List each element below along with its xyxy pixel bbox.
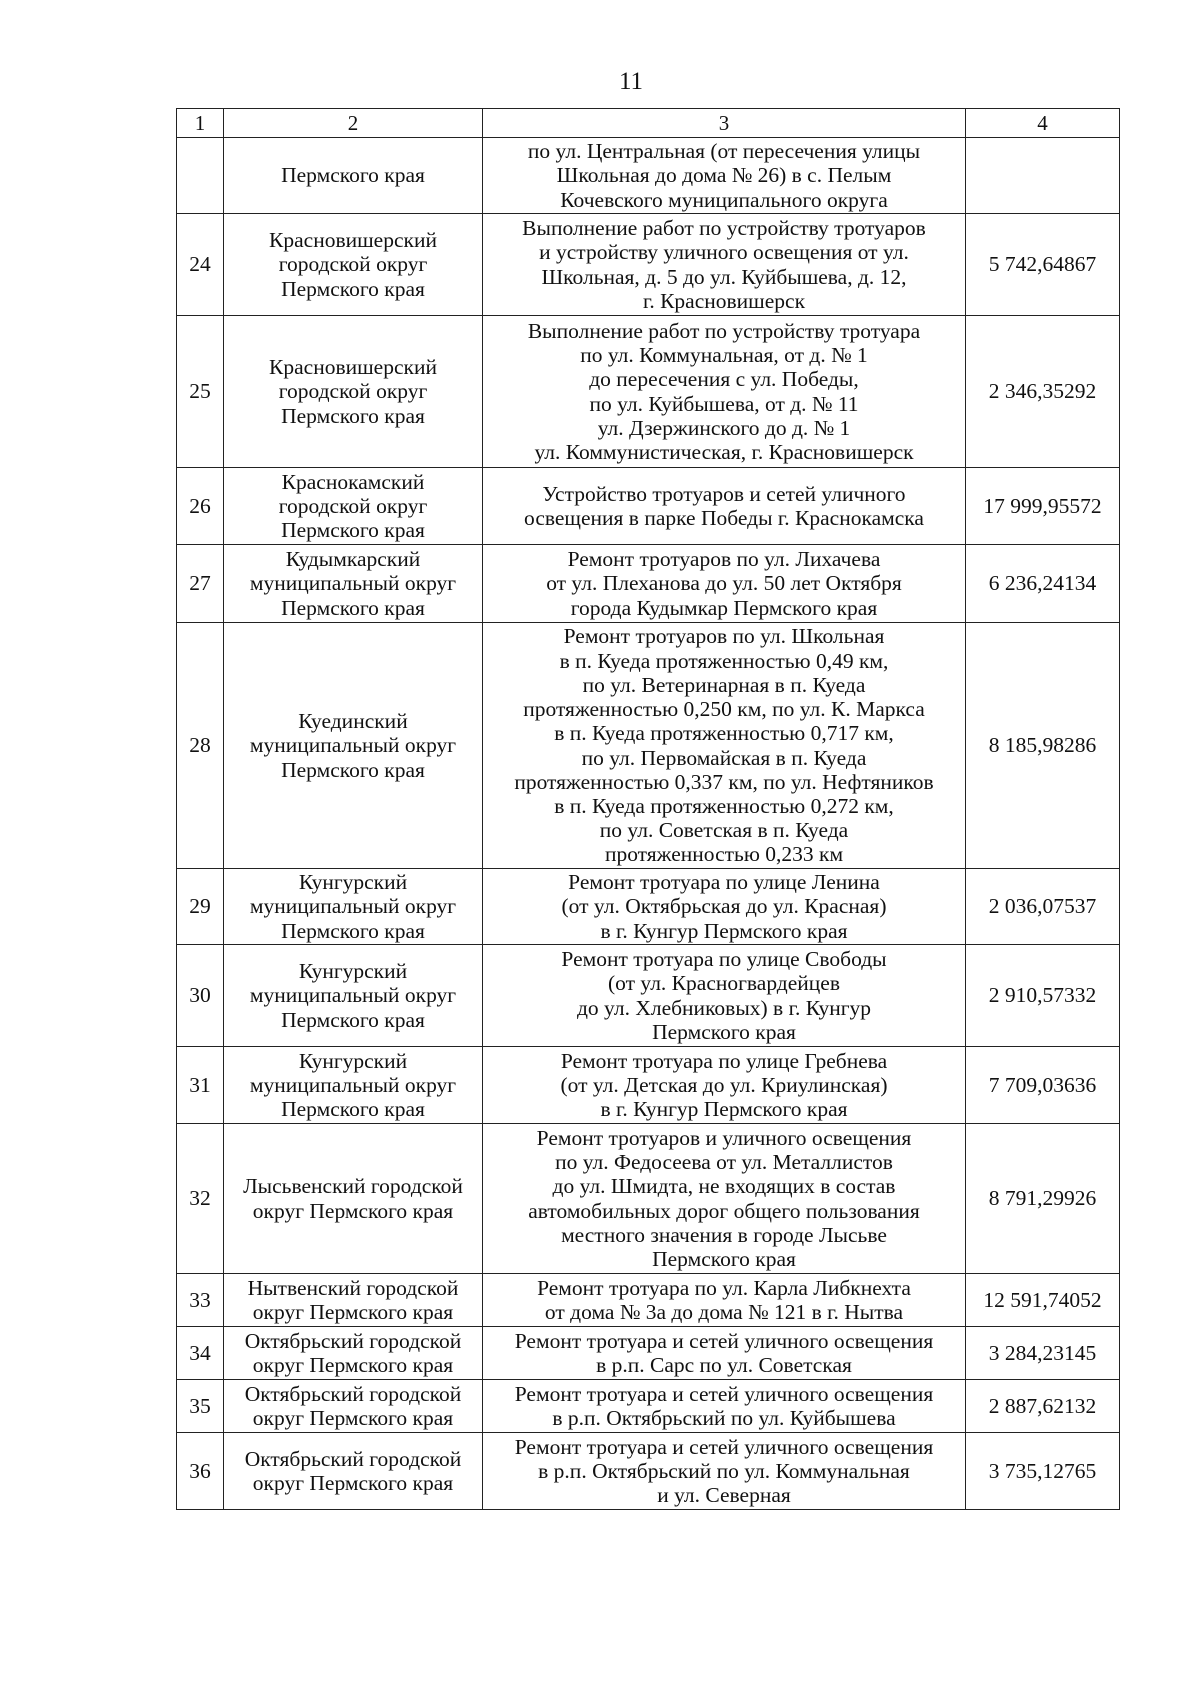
amount-cell: 3 735,12765 — [966, 1433, 1120, 1510]
row-number-cell: 27 — [177, 545, 224, 623]
description-cell: Выполнение работ по устройству тротуаров и устройству уличного освещения от ул. Школьная, д. 5 до ул. Куйбышева, д. 12, г. Красновишерск — [483, 214, 966, 316]
amount-cell: 2 346,35292 — [966, 316, 1120, 468]
municipality-cell: Пермского края — [224, 138, 483, 214]
amount-cell: 8 185,98286 — [966, 623, 1120, 869]
row-number-cell: 28 — [177, 623, 224, 869]
municipality-cell: Красновишерский городской округ Пермского края — [224, 214, 483, 316]
amount-cell: 2 887,62132 — [966, 1380, 1120, 1433]
row-number-cell: 25 — [177, 316, 224, 468]
table-row — [177, 468, 1120, 545]
description-cell: Ремонт тротуара и сетей уличного освещения в р.п. Сарс по ул. Советская — [483, 1327, 966, 1380]
table-row — [177, 869, 1120, 945]
municipality-cell: Нытвенский городской округ Пермского края — [224, 1274, 483, 1327]
table-row — [177, 316, 1120, 468]
table-row — [177, 945, 1120, 1047]
amount-cell: 8 791,29926 — [966, 1124, 1120, 1274]
amount-cell: 7 709,03636 — [966, 1047, 1120, 1124]
amount-cell: 2 910,57332 — [966, 945, 1120, 1047]
amount-cell — [966, 138, 1120, 214]
row-number-cell: 24 — [177, 214, 224, 316]
header-cell-2: 2 — [224, 109, 483, 138]
description-cell: Ремонт тротуаров по ул. Лихачева от ул. Плеханова до ул. 50 лет Октября города Кудымкар Пермского края — [483, 545, 966, 623]
description-cell: Ремонт тротуара по ул. Карла Либкнехта от дома № 3а до дома № 121 в г. Нытва — [483, 1274, 966, 1327]
table-row — [177, 1124, 1120, 1274]
table-row — [177, 1274, 1120, 1327]
table-row — [177, 138, 1120, 214]
header-cell-4: 4 — [966, 109, 1120, 138]
description-cell: Ремонт тротуаров по ул. Школьная в п. Куеда протяженностью 0,49 км, по ул. Ветеринарная в п. Куеда протяженностью 0,250 км, по ул. К. Маркса в п. Куеда протяженностью 0,717 км, по ул. Первомайская в п. Куеда протяженностью 0,337 км, по ул. Нефтяников в п. Куеда протяженностью 0,272 км, по ул. Советская в п. Куеда протяженностью 0,233 км — [483, 623, 966, 869]
row-number-cell — [177, 138, 224, 214]
municipality-cell: Октябрьский городской округ Пермского края — [224, 1327, 483, 1380]
header-cell-3: 3 — [483, 109, 966, 138]
description-cell: Ремонт тротуара по улице Гребнева (от ул. Детская до ул. Криулинская) в г. Кунгур Пермского края — [483, 1047, 966, 1124]
table-header-row — [177, 109, 1120, 138]
page-number: 11 — [618, 68, 644, 95]
description-cell: Ремонт тротуаров и уличного освещения по ул. Федосеева от ул. Металлистов до ул. Шмидта, не входящих в состав автомобильных дорог общего пользования местного значения в городе Лысьве Пермского края — [483, 1124, 966, 1274]
description-cell: Ремонт тротуара по улице Ленина (от ул. Октябрьская до ул. Красная) в г. Кунгур Пермского края — [483, 869, 966, 945]
row-number-cell: 36 — [177, 1433, 224, 1510]
amount-cell: 6 236,24134 — [966, 545, 1120, 623]
amount-cell: 5 742,64867 — [966, 214, 1120, 316]
municipality-cell: Октябрьский городской округ Пермского края — [224, 1380, 483, 1433]
row-number-cell: 30 — [177, 945, 224, 1047]
row-number-cell: 33 — [177, 1274, 224, 1327]
table-row — [177, 623, 1120, 869]
amount-cell: 17 999,95572 — [966, 468, 1120, 545]
municipality-cell: Кунгурский муниципальный округ Пермского края — [224, 1047, 483, 1124]
row-number-cell: 35 — [177, 1380, 224, 1433]
amount-cell: 2 036,07537 — [966, 869, 1120, 945]
header-cell-1: 1 — [177, 109, 224, 138]
description-cell: Выполнение работ по устройству тротуара по ул. Коммунальная, от д. № 1 до пересечения с ул. Победы, по ул. Куйбышева, от д. № 11 ул. Дзержинского до д. № 1 ул. Коммунистическая, г. Красновишерск — [483, 316, 966, 468]
description-cell: Ремонт тротуара по улице Свободы (от ул. Красногвардейцев до ул. Хлебниковых) в г. Кунгур Пермского края — [483, 945, 966, 1047]
municipality-cell: Лысьвенский городской округ Пермского края — [224, 1124, 483, 1274]
municipality-cell: Красновишерский городской округ Пермского края — [224, 316, 483, 468]
municipality-cell: Краснокамский городской округ Пермского края — [224, 468, 483, 545]
table-row — [177, 1433, 1120, 1510]
table-row — [177, 1047, 1120, 1124]
table-row — [177, 1380, 1120, 1433]
municipality-cell: Кудымкарский муниципальный округ Пермского края — [224, 545, 483, 623]
description-cell: по ул. Центральная (от пересечения улицы Школьная до дома № 26) в с. Пелым Кочевского муниципального округа — [483, 138, 966, 214]
row-number-cell: 26 — [177, 468, 224, 545]
municipality-cell: Кунгурский муниципальный округ Пермского края — [224, 945, 483, 1047]
description-cell: Устройство тротуаров и сетей уличного освещения в парке Победы г. Краснокамска — [483, 468, 966, 545]
row-number-cell: 29 — [177, 869, 224, 945]
data-table — [176, 108, 1120, 1510]
municipality-cell: Куединский муниципальный округ Пермского края — [224, 623, 483, 869]
row-number-cell: 31 — [177, 1047, 224, 1124]
table-row — [177, 545, 1120, 623]
table-row — [177, 214, 1120, 316]
amount-cell: 3 284,23145 — [966, 1327, 1120, 1380]
table-row — [177, 1327, 1120, 1380]
description-cell: Ремонт тротуара и сетей уличного освещения в р.п. Октябрьский по ул. Куйбышева — [483, 1380, 966, 1433]
row-number-cell: 32 — [177, 1124, 224, 1274]
amount-cell: 12 591,74052 — [966, 1274, 1120, 1327]
description-cell: Ремонт тротуара и сетей уличного освещения в р.п. Октябрьский по ул. Коммунальная и ул. Северная — [483, 1433, 966, 1510]
municipality-cell: Кунгурский муниципальный округ Пермского края — [224, 869, 483, 945]
row-number-cell: 34 — [177, 1327, 224, 1380]
municipality-cell: Октябрьский городской округ Пермского края — [224, 1433, 483, 1510]
